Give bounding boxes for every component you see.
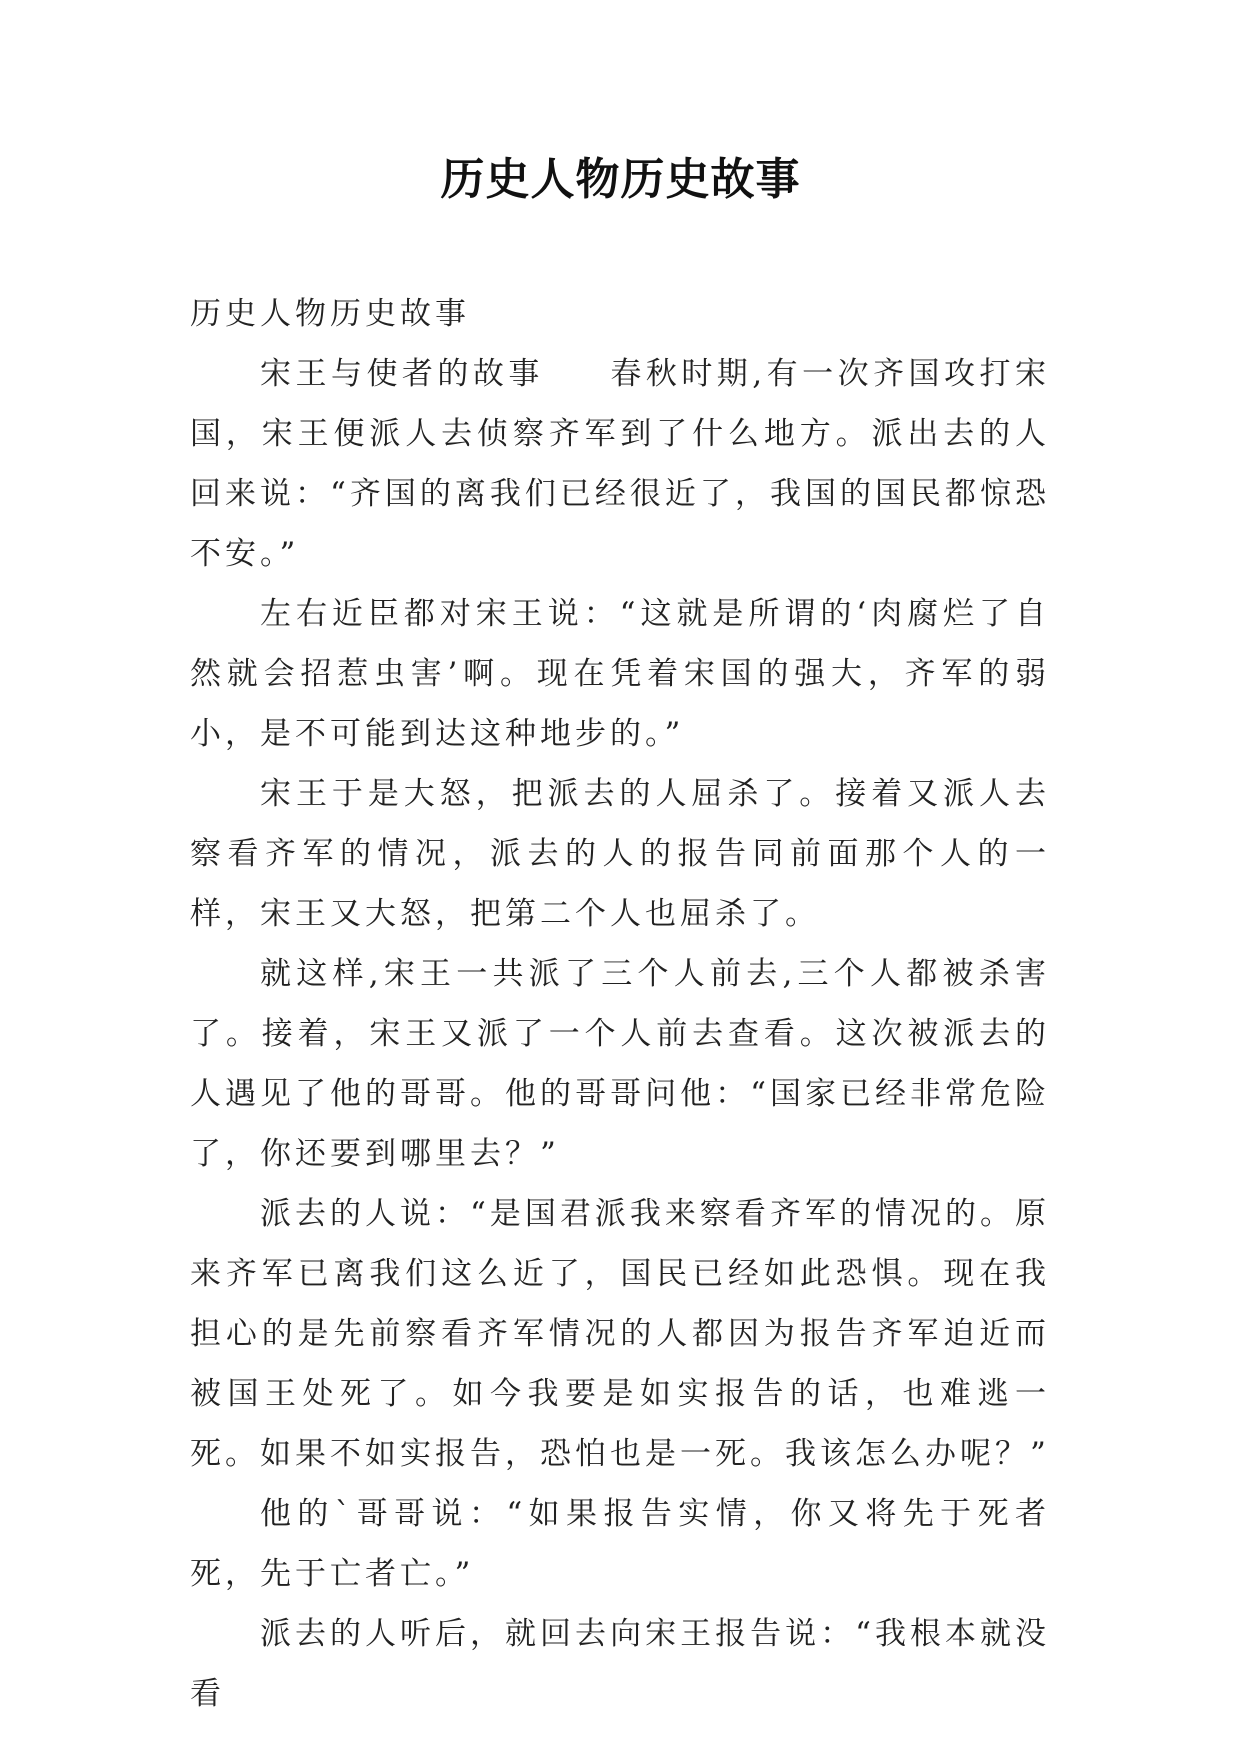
paragraph-5: 派去的人说：“是国君派我来察看齐军的情况的。原来齐军已离我们这么近了，国民已经如此恐惧。现在我担心的是先前察看齐军情况的人都因为报告齐军迫近而被国王处死了。如今我要是如实报告的话，也难逃一死。如果不如实报告，恐怕也是一死。我该怎么办呢？” — [190, 1196, 1050, 1472]
paragraph-4: 就这样,宋王一共派了三个人前去,三个人都被杀害了。接着，宋王又派了一个人前去查看。这次被派去的人遇见了他的哥哥。他的哥哥问他：“国家已经非常危险了，你还要到哪里去？” — [190, 956, 1050, 1172]
paragraph-2: 左右近臣都对宋王说：“这就是所谓的‘肉腐烂了自然就会招惹虫害’啊。现在凭着宋国的强大，齐军的弱小，是不可能到达这种地步的。” — [190, 596, 1050, 752]
paragraph-1 — [190, 344, 1050, 584]
subtitle-line: 历史人物历史故事 — [190, 296, 470, 332]
document-body — [190, 284, 1050, 1724]
paragraph-1-text: 春秋时期,有一次齐国攻打宋国，宋王便派人去侦察齐军到了什么地方。派出去的人回来说：“齐国的离我们已经很近了，我国的国民都惊恐不安。” — [190, 356, 1051, 572]
paragraph-6: 他的`哥哥说：“如果报告实情，你又将先于死者死，先于亡者亡。” — [190, 1496, 1050, 1592]
paragraph-3: 宋王于是大怒，把派去的人屈杀了。接着又派人去察看齐军的情况，派去的人的报告同前面那个人的一样，宋王又大怒，把第二个人也屈杀了。 — [190, 776, 1050, 932]
document-title: 历史人物历史故事 — [440, 154, 801, 205]
story-title: 宋王与使者的故事 — [260, 356, 544, 392]
paragraph-7: 派去的人听后，就回去向宋王报告说：“我根本就没看 — [190, 1616, 1050, 1712]
